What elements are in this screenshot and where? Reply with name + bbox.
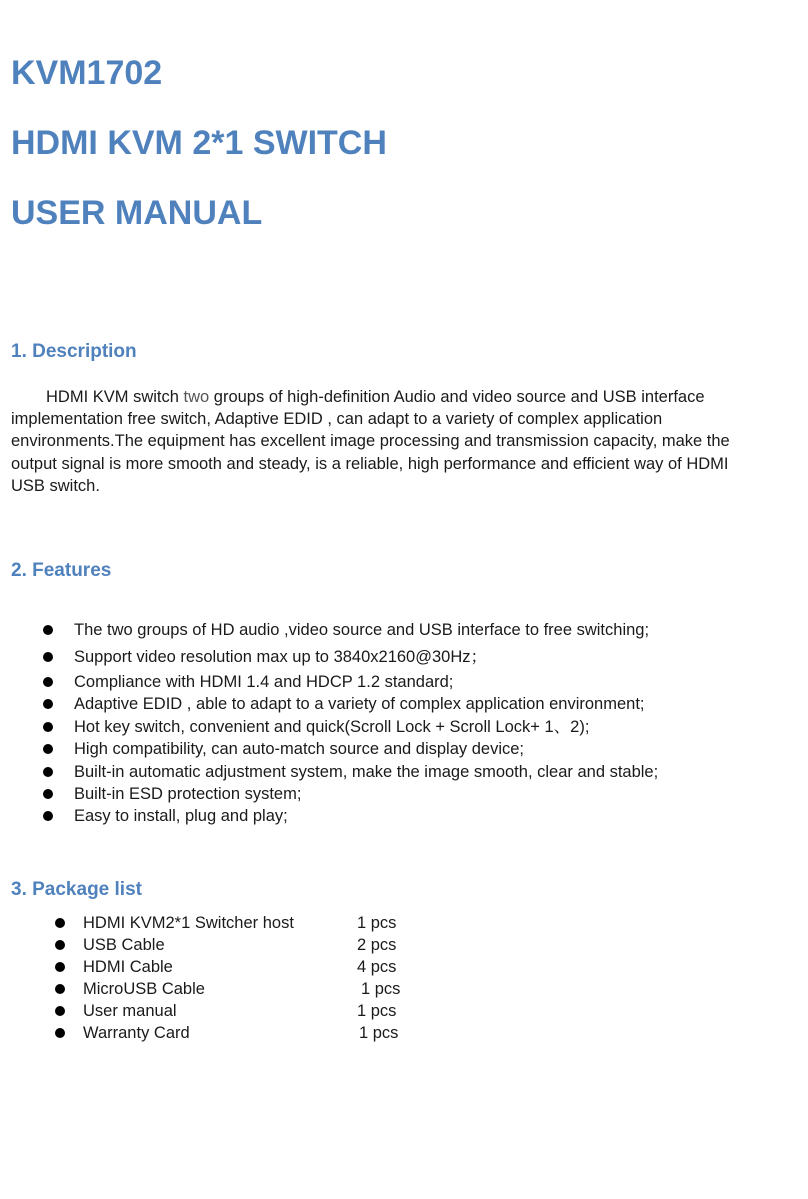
bullet-icon [43,722,53,732]
feature-text: Easy to install, plug and play; [74,807,288,826]
package-item-qty: 2 pcs [357,936,397,954]
package-item-qty: 4 pcs [357,958,397,976]
feature-item [0,716,780,738]
feature-text: Built-in automatic adjustment system, make the image smooth, clear and stable; [74,762,659,781]
model-title: KVM1702 [11,54,163,92]
feature-text: The two groups of HD audio ,video source and USB interface to free switching; [74,620,650,639]
bullet-icon [55,1028,65,1038]
feature-text: Support video resolution max up to 3840x2160@30Hz； [74,647,487,666]
package-item-qty: 1 pcs [361,980,401,998]
feature-item [0,646,780,668]
package-list [0,912,500,1044]
package-item [0,912,500,934]
package-item-name: USB Cable [83,936,165,954]
feature-text: Compliance with HDMI 1.4 and HDCP 1.2 standard; [74,672,454,691]
bullet-icon [43,789,53,799]
feature-item [0,805,780,827]
description-text-start: HDMI KVM switch [46,388,184,406]
package-item-qty: 1 pcs [359,1024,399,1042]
feature-item [0,761,780,783]
package-list-heading: 3. Package list [11,879,142,900]
feature-item [0,671,780,693]
feature-text: Built-in ESD protection system; [74,784,302,803]
features-list [0,614,780,828]
package-item-name: HDMI KVM2*1 Switcher host [83,914,294,932]
package-item-name: Warranty Card [83,1024,190,1042]
feature-text: Adaptive EDID , able to adapt to a variety of complex application environment; [74,695,645,714]
description-text-highlight: two [183,388,210,406]
package-item [0,978,500,1000]
description-heading: 1. Description [11,341,137,362]
feature-item [0,738,780,760]
bullet-icon [43,699,53,709]
bullet-icon [55,918,65,928]
bullet-icon [55,940,65,950]
bullet-icon [43,677,53,687]
feature-item [0,693,780,715]
package-item-name: HDMI Cable [83,958,173,976]
bullet-icon [55,962,65,972]
package-item [0,956,500,978]
description-text-rest: groups of high-definition Audio and video source and USB interface implementation free switch, Adaptive EDID , can adapt to a variety of complex application environments.The equipment has excellent image processing and transmission capacity, make the output signal is more smooth and steady, is a reliable, high performance and efficient way of HDMI USB switch. [11,388,730,495]
package-item [0,934,500,956]
package-item-qty: 1 pcs [357,914,397,932]
bullet-icon [43,811,53,821]
features-heading: 2. Features [11,560,112,581]
package-item [0,1000,500,1022]
feature-item [0,783,780,805]
package-item-qty: 1 pcs [357,1002,397,1020]
package-item [0,1022,500,1044]
product-title: HDMI KVM 2*1 SWITCH [11,124,387,162]
package-item-name: MicroUSB Cable [83,980,205,998]
feature-text: Hot key switch, convenient and quick(Scroll Lock + Scroll Lock+ 1、2); [74,717,590,736]
bullet-icon [43,767,53,777]
bullet-icon [55,984,65,994]
bullet-icon [43,625,53,635]
bullet-icon [43,744,53,754]
document-type-title: USER MANUAL [11,194,263,232]
feature-text: High compatibility, can auto-match source and display device; [74,740,525,759]
bullet-icon [43,652,53,662]
feature-item [0,619,780,641]
bullet-icon [55,1006,65,1016]
package-item-name: User manual [83,1002,177,1020]
description-paragraph [11,386,751,497]
